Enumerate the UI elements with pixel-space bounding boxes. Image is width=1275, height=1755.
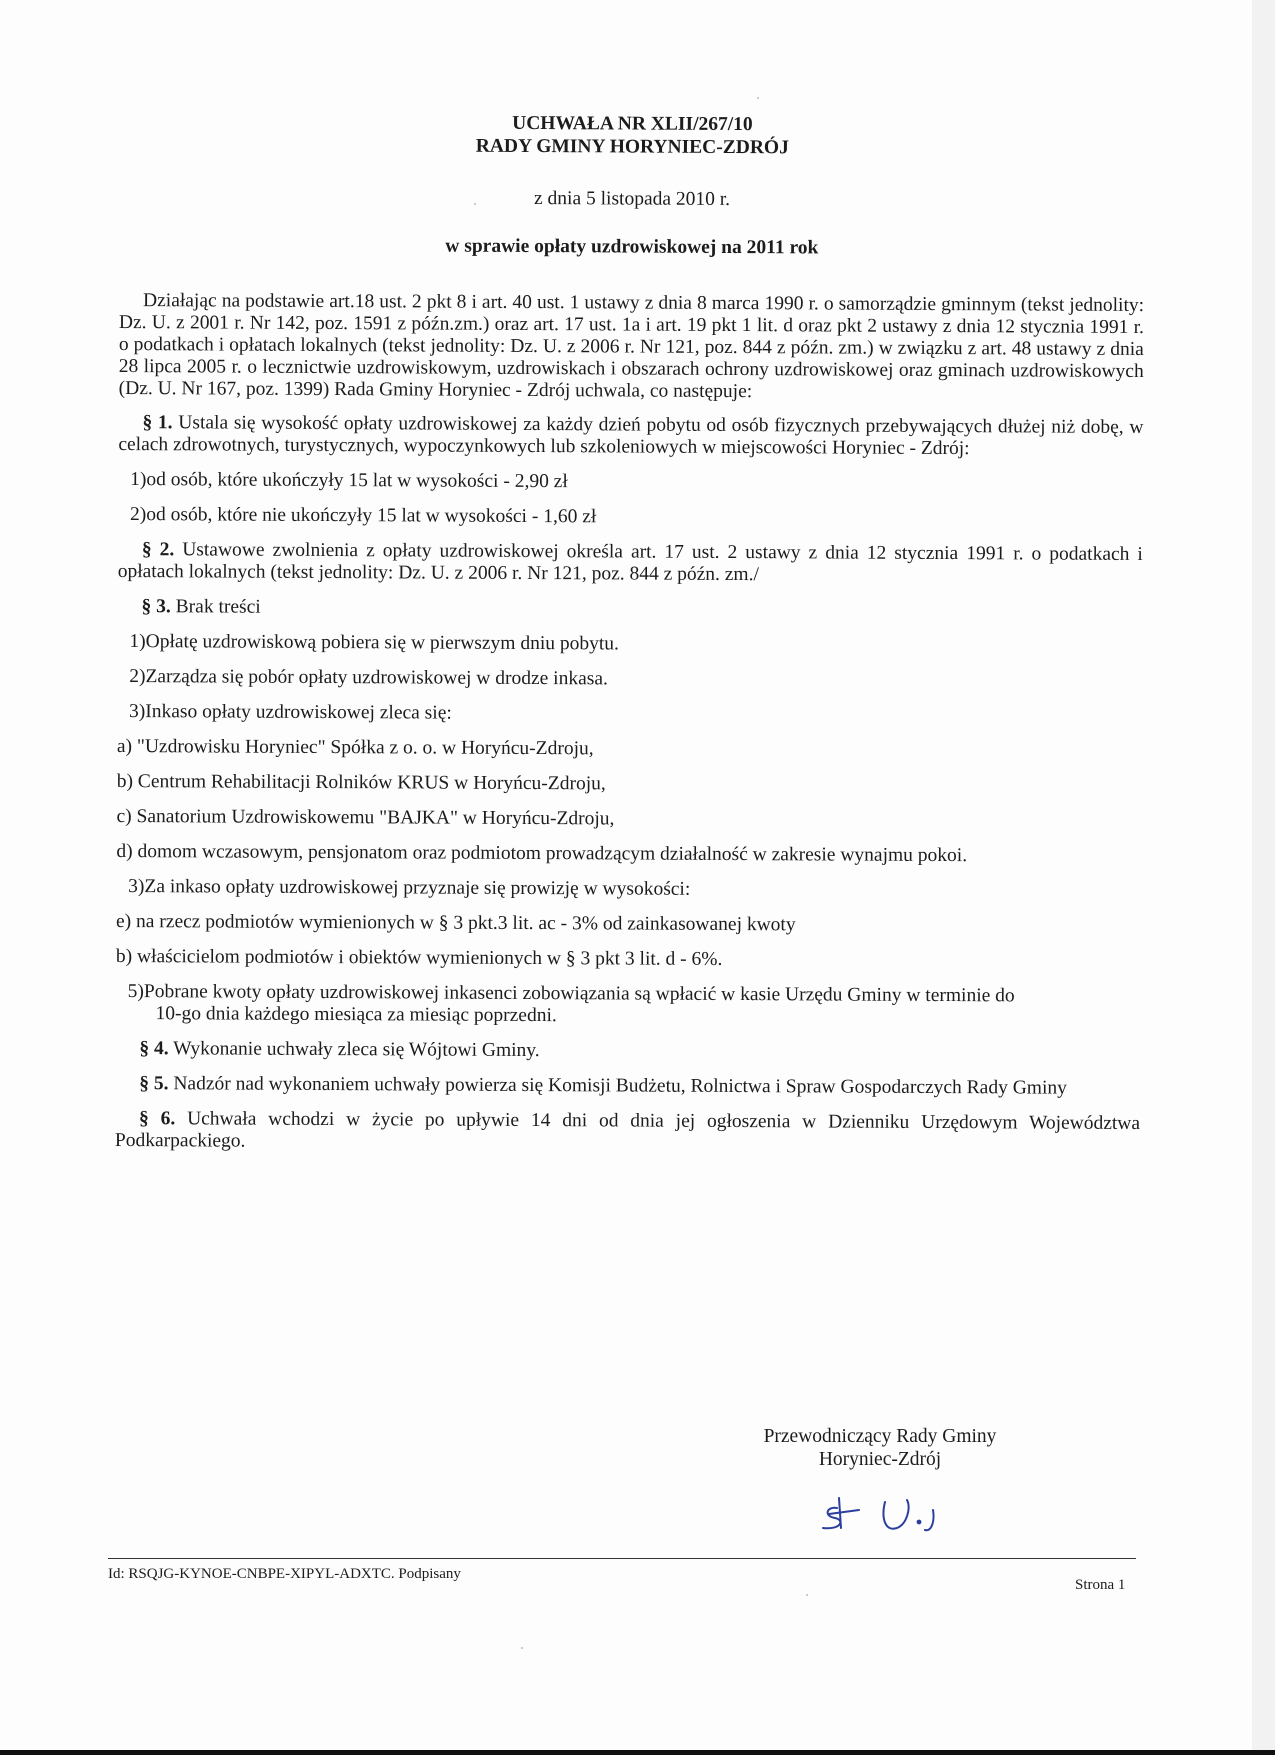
- section-4-label: § 4.: [139, 1038, 169, 1060]
- section-1: [118, 412, 1143, 461]
- signature-place: Horyniec-Zdrój: [818, 1449, 942, 1470]
- section-3-item-5-line-1: 5)Pobrane kwoty opłaty uzdrowiskowej inkasenci zobowiązania są wpłacić w kasie Urzędu Gminy w terminie do: [127, 981, 1015, 1007]
- document-title: [120, 110, 1145, 161]
- section-6-text: Uchwała wchodzi w życie po upływie 14 dni od dnia jej ogłoszenia w Dzienniku Urzędowym Województwa Podkarpackiego.: [114, 1108, 1141, 1152]
- document-subject: w sprawie opłaty uzdrowiskowej na 2011 rok: [445, 235, 819, 259]
- section-3-item-3b: 3)Za inkaso opłaty uzdrowiskowej przyznaje się prowizję w wysokości:: [128, 876, 691, 900]
- section-6: [115, 1108, 1140, 1157]
- title-line-2: RADY GMINY HORYNIEC-ZDRÓJ: [475, 135, 789, 159]
- section-4-text: Wykonanie uchwały zleca się Wójtowi Gminy.: [168, 1038, 540, 1062]
- section-3-item-c: c) Sanatorium Uzdrowiskowemu "BAJKA" w Horyńcu-Zdroju,: [116, 805, 615, 830]
- section-5-label: § 5.: [139, 1073, 169, 1095]
- section-5-text: Nadzór nad wykonaniem uchwały powierza się Komisji Budżetu, Rolnictwa i Spraw Gospodarczych Rady Gminy: [168, 1073, 1067, 1099]
- handwritten-signature: [815, 1488, 975, 1538]
- section-3-item-a: a) "Uzdrowisku Horyniec" Spółka z o. o. w Horyńcu-Zdroju,: [116, 735, 594, 760]
- section-3-text: Brak treści: [170, 596, 261, 618]
- resolution-text: [115, 110, 1145, 1157]
- section-3-item-b2: b) właścicielom podmiotów i obiektów wymienionych w § 3 pkt 3 lit. d - 6%.: [115, 945, 723, 970]
- section-2-text: Ustawowe zwolnienia z opłaty uzdrowiskowej określa art. 17 ust. 2 ustawy z dnia 12 stycznia 1991 r. o podatkach i opłatach lokalnych (tekst jednolity: Dz. U. z 2006 r. Nr 121, poz. 844 z późn. zm./: [117, 539, 1143, 586]
- section-1-item-2: 2)od osób, które nie ukończyły 15 lat w wysokości - 1,60 zł: [129, 504, 597, 528]
- section-2: [118, 539, 1143, 588]
- footer-divider: [108, 1558, 1136, 1559]
- section-3-item-e: e) na rzecz podmiotów wymienionych w § 3 pkt.3 lit. ac - 3% od zainkasowanej kwoty: [115, 910, 796, 936]
- signature-title: Przewodniczący Rady Gminy: [763, 1426, 997, 1447]
- document-id: Id: RSQJG-KYNOE-CNBPE-XIPYL-ADXTC. Podpisany: [108, 1566, 461, 1582]
- section-1-text: Ustala się wysokość opłaty uzdrowiskowej za każdy dzień pobytu od osób fizycznych przebywających dłużej niż dobę, w celach zdrowotnych, turystycznych, wypoczynkowych lub szkoleniowych w miejscowości Horyniec - Zdrój:: [118, 412, 1144, 460]
- section-3-item-2: 2)Zarządza się pobór opłaty uzdrowiskowej w drodze inkasa.: [129, 666, 608, 690]
- scan-speck: [474, 203, 476, 205]
- document-date: z dnia 5 listopada 2010 r.: [533, 188, 731, 210]
- scan-edge-bottom: [0, 1750, 1275, 1755]
- section-3-item-1: 1)Opłatę uzdrowiskową pobiera się w pierwszym dniu pobytu.: [129, 631, 620, 655]
- scan-edge: [1252, 0, 1275, 1755]
- section-1-item-1: 1)od osób, które ukończyły 15 lat w wysokości - 2,90 zł: [130, 469, 568, 493]
- scan-speck: [757, 97, 759, 99]
- section-1-label: § 1.: [142, 412, 173, 434]
- section-3-item-3: 3)Inkaso opłaty uzdrowiskowej zleca się:: [129, 701, 452, 724]
- scan-speck: [806, 1594, 808, 1596]
- section-2-label: § 2.: [141, 539, 175, 561]
- page-number: Strona 1: [1075, 1577, 1126, 1593]
- section-3-item-5: [116, 981, 1141, 1030]
- section-3: [118, 596, 1143, 623]
- signature-block: [750, 1425, 1010, 1471]
- section-5: [115, 1073, 1140, 1100]
- section-3-item-b: b) Centrum Rehabilitacji Rolników KRUS w Horyńcu-Zdroju,: [116, 770, 606, 795]
- section-3-item-d: d) domom wczasowym, pensjonatom oraz podmiotom prowadzącym działalność w zakresie wynajmu pokoi.: [116, 840, 968, 867]
- section-6-label: § 6.: [139, 1108, 176, 1130]
- section-3-label: § 3.: [141, 596, 171, 618]
- title-line-1: UCHWAŁA NR XLII/267/10: [512, 112, 753, 136]
- preamble: Działając na podstawie art.18 ust. 2 pkt 8 i art. 40 ust. 1 ustawy z dnia 8 marca 1990 r. o samorządzie gminnym (tekst jednolity: Dz. U. z 2001 r. Nr 142, poz. 1591 z późn.zm.) oraz art. 17 ust. 1a i art. 19 pkt 1 lit. d oraz pkt 2 ustawy z dnia 12 stycznia 1991 r. o podatkach i opłatach lokalnych (tekst jednolity: Dz. U. z 2006 r. Nr 121, poz. 844 z późn. zm.) w związku z art. 48 ustawy z dnia 28 lipca 2005 r. o lecznictwie uzdrowiskowym, uzdrowiskach i obszarach ochrony uzdrowiskowej oraz gminach uzdrowiskowych (Dz. U. Nr 167, poz. 1399) Rada Gminy Horyniec - Zdrój uchwala, co następuje:: [118, 290, 1145, 403]
- section-3-item-5-line-2: 10-go dnia każdego miesiąca za miesiąc poprzedni.: [155, 1003, 557, 1027]
- section-4: [115, 1038, 1140, 1065]
- scan-speck: [521, 1647, 523, 1649]
